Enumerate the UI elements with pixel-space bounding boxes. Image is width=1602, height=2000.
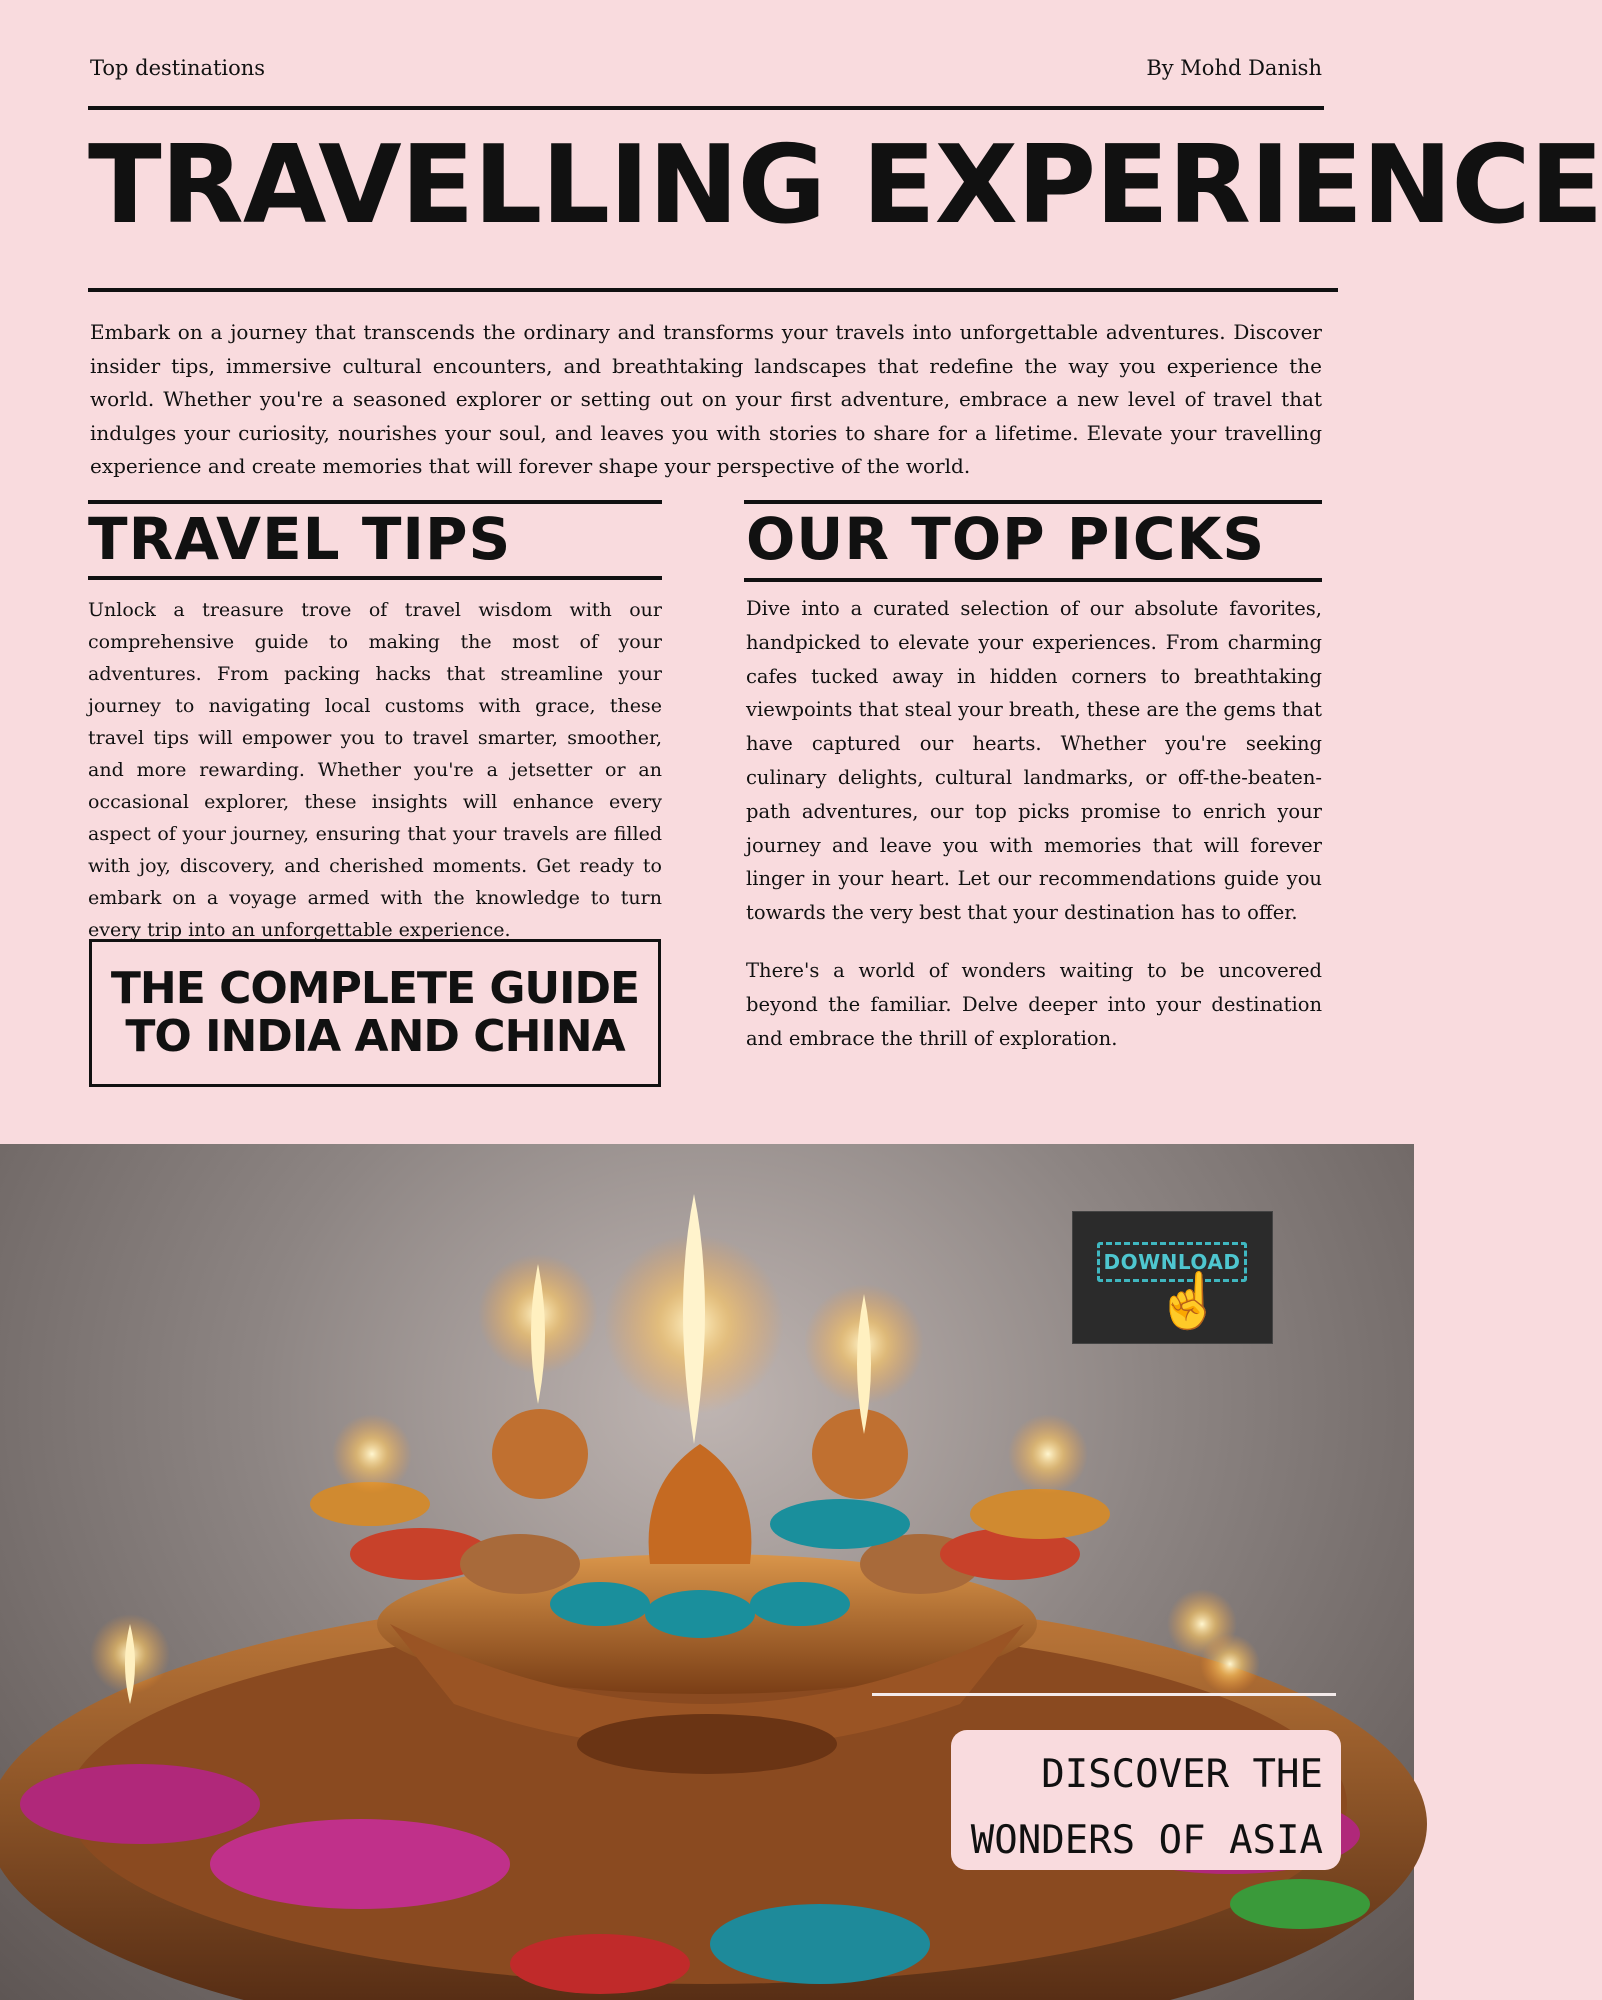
hand-pointer-icon: ☝ xyxy=(1155,1269,1223,1332)
guide-line-1: THE COMPLETE GUIDE xyxy=(110,963,640,1014)
top-picks-bottom-rule xyxy=(744,578,1322,582)
guide-callout-box[interactable] xyxy=(89,939,661,1087)
top-picks-top-rule xyxy=(744,500,1322,504)
download-label: DOWNLOAD xyxy=(1097,1242,1247,1282)
discover-line-1: DISCOVER THE xyxy=(1041,1752,1323,1797)
section-label: Top destinations xyxy=(90,56,266,80)
top-picks-heading: OUR TOP PICKS xyxy=(746,505,1266,573)
guide-callout-text xyxy=(111,965,639,1061)
discover-callout xyxy=(951,1730,1341,1870)
travel-tips-heading: TRAVEL TIPS xyxy=(88,505,512,573)
top-picks-body: Dive into a curated selection of our absolute favorites, handpicked to elevate your experiences. From charming cafes tucked away in hidden corners to breathtaking viewpoints that steal your breath, these are the gems that have captured our hearts. Whether you're seeking culinary delights, cultural landmarks, or off-the-beaten-path adventures, our top picks promise to enrich your journey and leave you with memories that will forever linger in your heart. Let our recommendations guide you towards the very best that your destination has to offer. xyxy=(746,597,1322,925)
discover-divider xyxy=(872,1693,1336,1696)
travel-tips-body: Unlock a treasure trove of travel wisdom with our comprehensive guide to making the most of your adventures. From packing hacks that streamline your journey to navigating local customs with grace, these travel tips will empower you to travel smarter, smoother, and more rewarding. Whether you're a jetsetter or an occasional explorer, these insights will enhance every aspect of your journey, ensuring that your travels are filled with joy, discovery, and cherished moments. Get ready to embark on a voyage armed with the knowledge to turn every trip into an unforgettable experience. xyxy=(88,599,662,941)
page-header xyxy=(90,56,1322,80)
header-divider xyxy=(88,106,1324,110)
travel-tips-bottom-rule xyxy=(88,576,662,580)
discover-line-2: WONDERS OF ASIA xyxy=(970,1818,1323,1863)
travel-tips-top-rule xyxy=(88,500,662,504)
top-picks-extra: There's a world of wonders waiting to be uncovered beyond the familiar. Delve deeper into your destination and embrace the thrill of exploration. xyxy=(746,959,1322,1050)
discover-text xyxy=(971,1742,1323,1874)
guide-line-2: TO INDIA AND CHINA xyxy=(125,1011,625,1062)
author-byline: By Mohd Danish xyxy=(1146,56,1322,80)
download-button[interactable] xyxy=(1072,1211,1273,1344)
page-title: TRAVELLING EXPERIENCE xyxy=(88,123,1602,248)
intro-paragraph: Embark on a journey that transcends the ordinary and transforms your travels into unforgettable adventures. Discover insider tips, immersive cultural encounters, and breathtaking landscapes that redefine the way you experience the world. Whether you're a seasoned explorer or setting out on your first adventure, embrace a new level of travel that indulges your curiosity, nourishes your soul, and leaves you with stories to share for a lifetime. Elevate your travelling experience and create memories that will forever shape your perspective of the world. xyxy=(90,320,1322,478)
title-divider xyxy=(88,288,1338,292)
